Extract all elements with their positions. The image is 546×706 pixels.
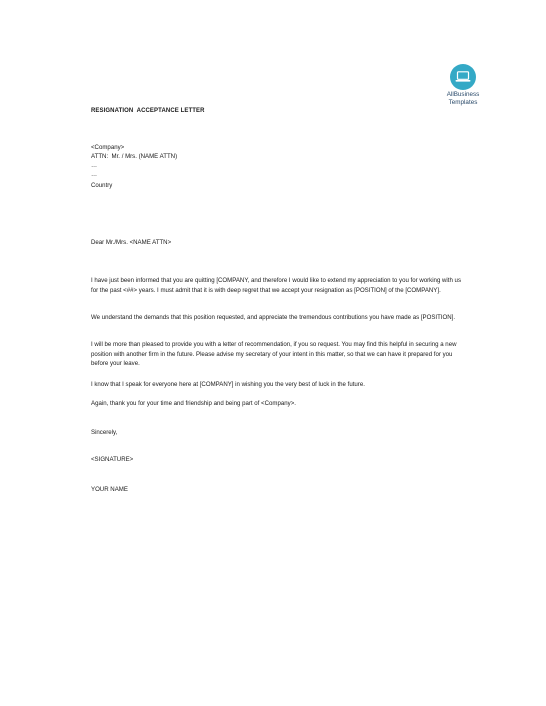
your-name: YOUR NAME	[91, 486, 128, 493]
closing: Sincerely,	[91, 429, 118, 436]
brand-logo	[443, 64, 483, 106]
body-paragraph-5: Again, thank you for your time and friendship and being part of <Company>.	[91, 400, 296, 407]
body-paragraph-3: I will be more than pleased to provide you with a letter of recommendation, if you so request. You may find this helpful in securing a new position with another firm in the future. Please advise my secretary of your intent in this matter, so that we can have it prepared for you before your leave.	[91, 341, 457, 367]
body-paragraph-4: I know that I speak for everyone here at [COMPANY] in wishing you the very best of luck in the future.	[91, 381, 365, 388]
body-paragraph-1: I have just been informed that you are quitting [COMPANY, and therefore I would like to extend my appreciation to you for working with us for the past <##> years. I must admit that it is with deep regret that we accept your resignation as [POSITION] of the [COMPANY].	[91, 277, 461, 294]
logo-name-line1: AllBusiness	[446, 91, 480, 98]
logo-name-line2: Templates	[448, 99, 478, 106]
address-company: <Company>	[91, 144, 125, 151]
laptop-icon	[450, 64, 476, 90]
letter-title: RESIGNATION ACCEPTANCE LETTER	[91, 108, 205, 114]
address-line-3: …	[91, 162, 98, 169]
address-attn: ATTN: Mr. / Mrs. (NAME ATTN)	[91, 153, 178, 160]
salutation: Dear Mr./Mrs. <NAME ATTN>	[91, 239, 172, 246]
address-country: Country	[91, 182, 113, 189]
address-line-4: …	[91, 171, 98, 178]
body-paragraph-2: We understand the demands that this position requested, and appreciate the tremendous contributions you have made as [POSITION].	[91, 314, 456, 321]
signature-placeholder: <SIGNATURE>	[91, 456, 134, 463]
